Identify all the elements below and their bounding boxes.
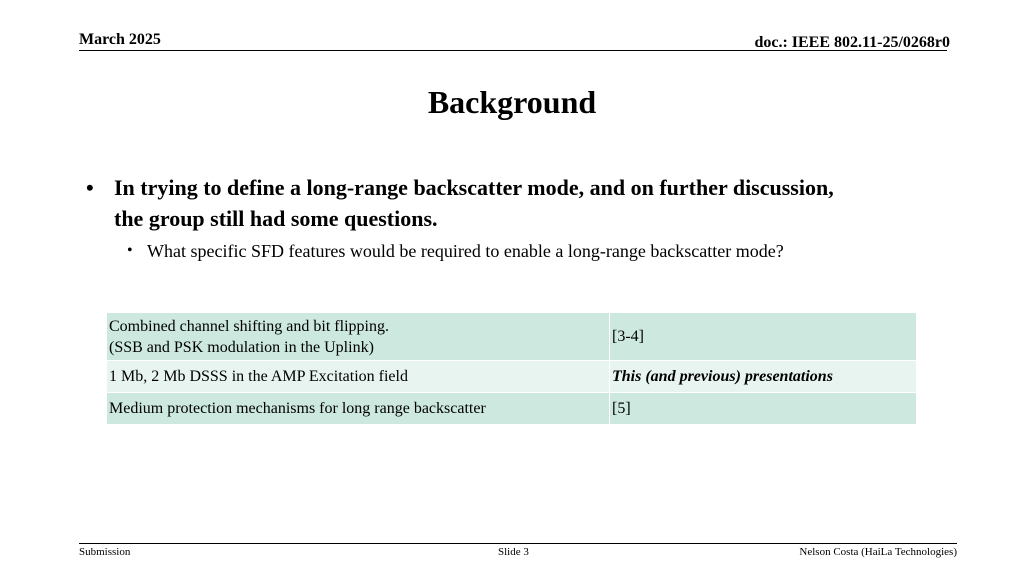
table-cell-reference: [5]: [610, 393, 917, 425]
bullet-dot: •: [86, 175, 94, 200]
bullet-main-text: In trying to define a long-range backscatter mode, and on further discussion, the group still had some questions.: [114, 175, 834, 231]
table-cell-reference: [3-4]: [610, 313, 917, 361]
table-cell-feature: 1 Mb, 2 Mb DSSS in the AMP Excitation field: [107, 361, 610, 393]
feature-line1: Combined channel shifting and bit flipping.: [109, 317, 389, 335]
header-date: March 2025: [79, 31, 161, 48]
feature-line2: (SSB and PSK modulation in the Uplink): [109, 338, 374, 356]
table-cell-reference: This (and previous) presentations: [610, 361, 917, 393]
bullet-dot-sub: •: [127, 242, 133, 259]
table-row: [107, 361, 917, 393]
table-cell-feature: Medium protection mechanisms for long range backscatter: [107, 393, 610, 425]
table-row: [107, 313, 917, 361]
footer-divider: [79, 543, 957, 544]
footer-author: Nelson Costa (HaiLa Technologies): [799, 546, 957, 558]
features-table: [106, 312, 917, 425]
table-row: [107, 393, 917, 425]
slide-title: Background: [427, 84, 597, 120]
bullet-main: [86, 172, 866, 234]
footer-submission: Submission: [79, 546, 131, 558]
bullet-sub-text: What specific SFD features would be required to enable a long-range backscatter mode?: [147, 241, 784, 261]
footer-slide-number: Slide 3: [498, 546, 529, 558]
header-divider: [79, 50, 947, 51]
header-doc-id: doc.: IEEE 802.11-25/0268r0: [754, 34, 950, 51]
bullet-sub: [127, 240, 927, 262]
table-cell-feature: [107, 313, 610, 361]
